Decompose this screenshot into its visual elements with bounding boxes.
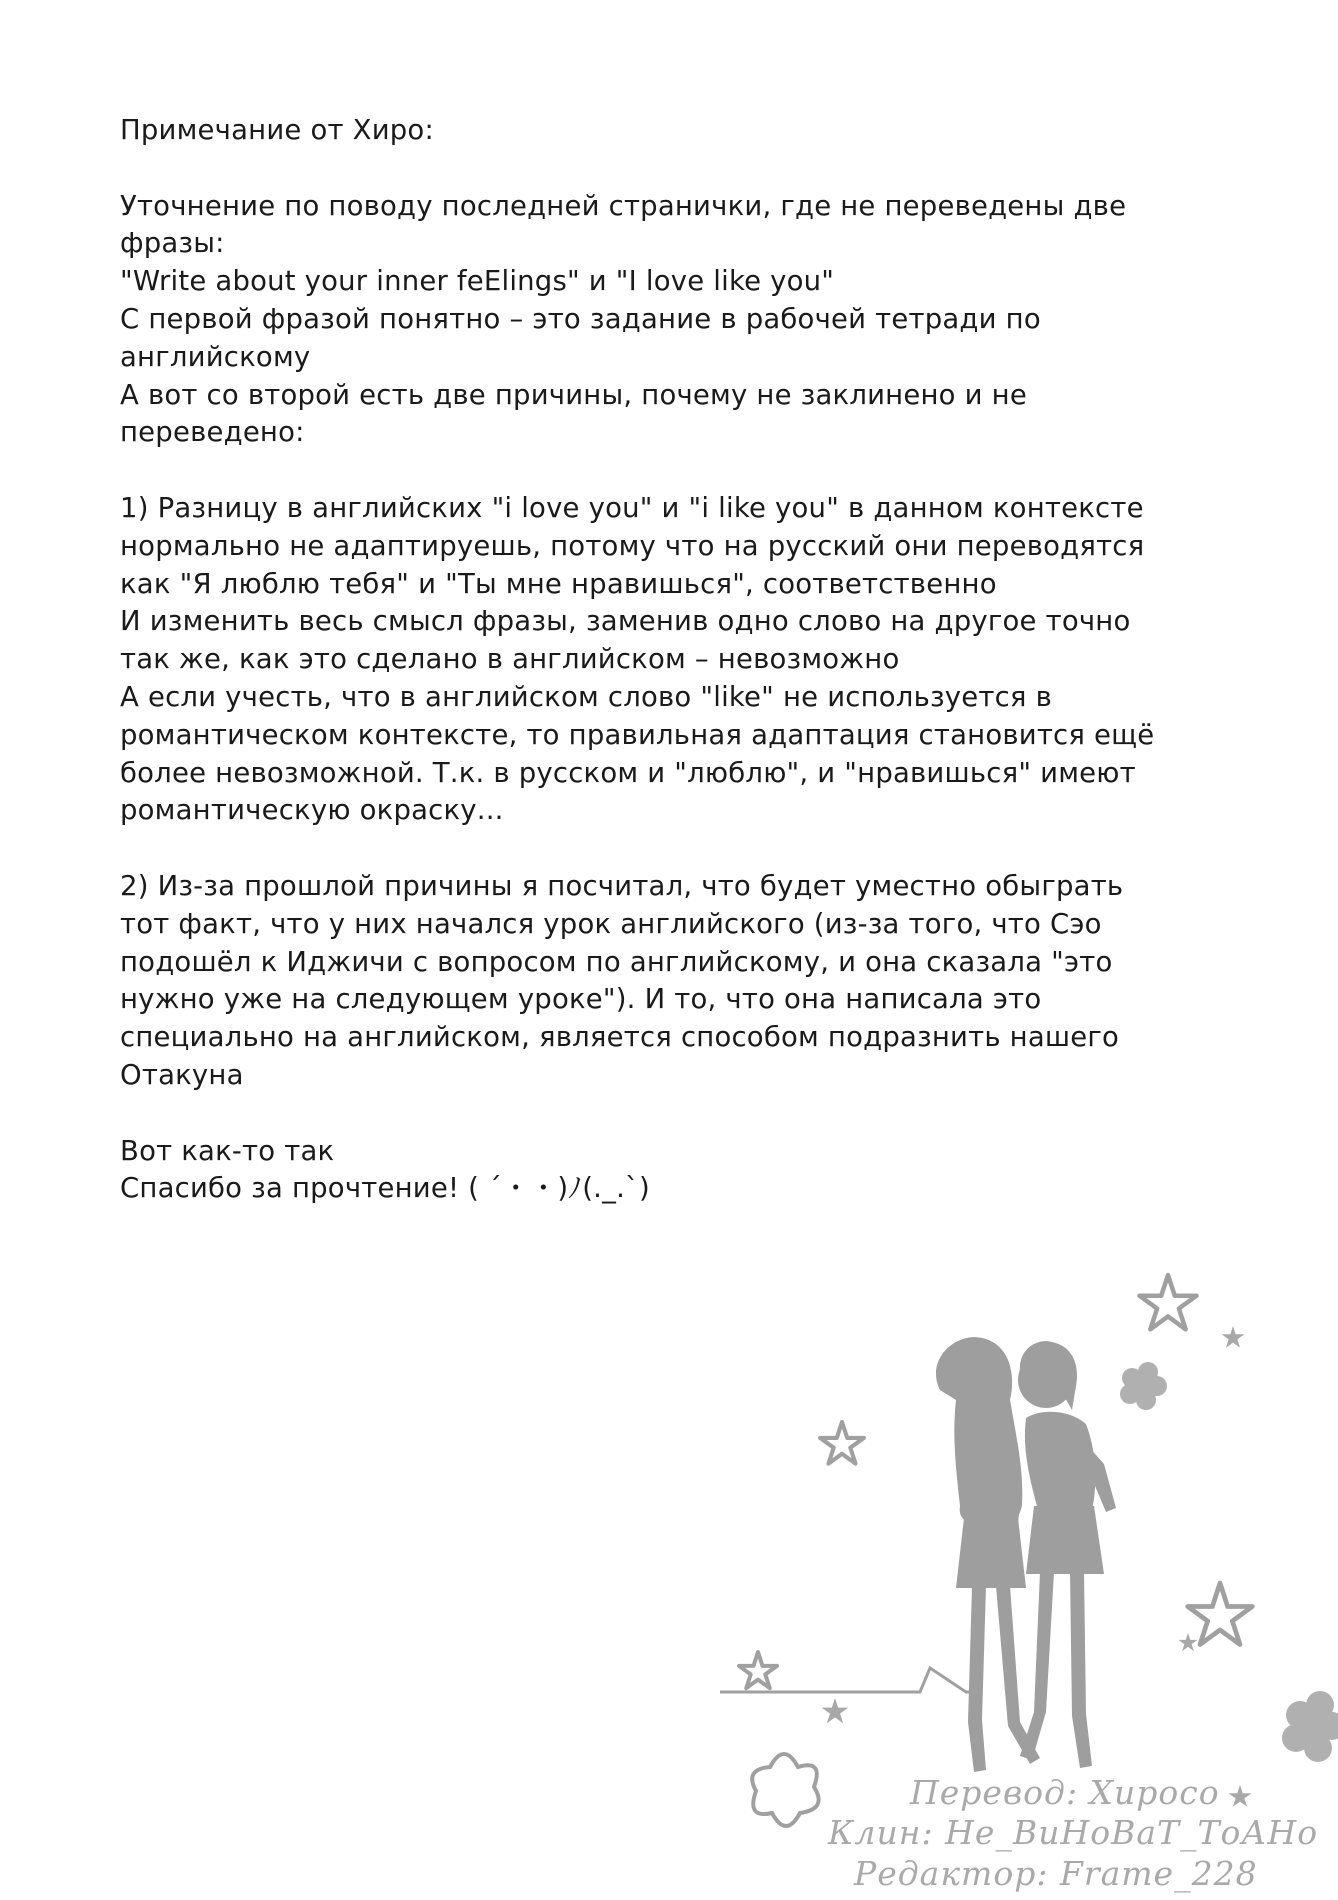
spacer	[120, 452, 1210, 490]
girls-silhouette-illustration	[936, 1337, 1116, 1772]
note-line: романтическую окраску...	[120, 794, 504, 827]
note-line: 2) Из-за прошлой причины я посчитал, что будет уместно обыграть	[120, 869, 1124, 902]
note-line: переведено:	[120, 416, 305, 449]
note-line: как "Я люблю тебя" и "Ты мне нравишься", соответственно	[120, 567, 997, 600]
credit-clean: Клин: Не_ВиНоВаТ_ТоАНо	[828, 1813, 1319, 1852]
credit-editor: Редактор: Frame_228	[854, 1854, 1258, 1893]
note-line: И изменить весь смысл фразы, заменив одно слово на другое точно	[120, 605, 1131, 638]
note-line: нормально не адаптируешь, потому что на русский они переводятся	[120, 529, 1145, 562]
star-solid-icon	[822, 1698, 849, 1723]
note-line: Спасибо за прочтение! ( ´・・)ﾉ(._.`)	[120, 1172, 650, 1205]
note-line: тот факт, что у них начался урок английского (из-за того, что Сэо	[120, 907, 1102, 940]
spacer	[120, 150, 1210, 188]
note-line: подошёл к Иджичи с вопросом по английскому, и она сказала "это	[120, 945, 1113, 978]
star-solid-icon	[1178, 1633, 1197, 1651]
translator-note	[120, 112, 1210, 1208]
credit-translation: Перевод: Хиросо	[910, 1773, 1220, 1812]
star-solid-icon	[1222, 1326, 1245, 1348]
spacer	[120, 1095, 1210, 1133]
note-line: так же, как это сделано в английском – невозможно	[120, 643, 900, 676]
note-line: С первой фразой понятно – это задание в рабочей тетради по	[120, 302, 1041, 335]
note-line: 1) Разницу в английских "i love you" и "i like you" в данном контексте	[120, 491, 1144, 524]
note-line: фразы:	[120, 227, 225, 260]
flower-icon	[1120, 1362, 1167, 1410]
star-outline-icon	[739, 1652, 777, 1688]
flower-icon	[1282, 1691, 1338, 1762]
note-line: Отакуна	[120, 1058, 244, 1091]
star-outline-icon	[1188, 1583, 1253, 1645]
note-line: более невозможной. Т.к. в русском и "люблю", и "нравишься" имеют	[120, 756, 1136, 789]
star-solid-icon	[1229, 1785, 1252, 1807]
star-outline-icon	[1139, 1275, 1196, 1329]
note-line: английскому	[120, 340, 311, 373]
note-line: "Write about your inner feElings" и "I love like you"	[120, 265, 835, 298]
note-line: Вот как-то так	[120, 1134, 335, 1167]
spacer	[120, 830, 1210, 868]
note-line: Уточнение по поводу последней странички, где не переведены две	[120, 189, 1127, 222]
note-title: Примечание от Хиро:	[120, 114, 434, 146]
star-outline-icon	[820, 1422, 864, 1464]
note-line: А вот со второй есть две причины, почему не заклинено и не	[120, 378, 1027, 411]
note-line: А если учесть, что в английском слово "like" не используется в	[120, 680, 1053, 713]
note-line: романтическом контексте, то правильная адаптация становится ещё	[120, 718, 1155, 751]
note-line: специально на английском, является способом подразнить нашего	[120, 1021, 1120, 1054]
note-line: нужно уже на следующем уроке"). И то, что она написала это	[120, 983, 1042, 1016]
flower-icon	[752, 1754, 818, 1826]
